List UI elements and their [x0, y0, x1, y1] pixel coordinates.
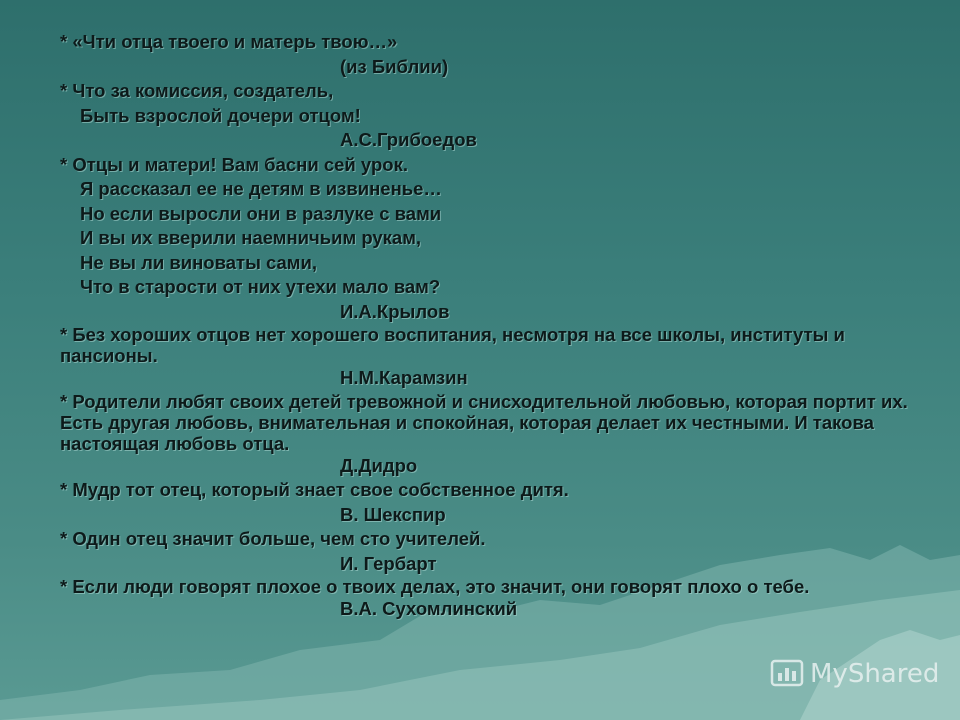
author-krylov: И.А.Крылов	[340, 300, 450, 322]
quote-griboedov-line-2: Быть взрослой дочери отцом!	[80, 104, 361, 126]
quote-karamzin: * Без хороших отцов нет хорошего воспитания, несмотря на все школы, институты и пансионы.	[60, 324, 845, 366]
quotes-slide	[60, 30, 910, 622]
quote-krylov-line-2: Я рассказал ее не детям в извиненье…	[80, 178, 442, 199]
quote-herbart: * Один отец значит больше, чем сто учителей.	[60, 528, 486, 549]
quote-diderot: * Родители любят своих детей тревожной и снисходительной любовью, которая портит их. Есть другая любовь, внимательная и спокойная, которая делает их честными. И такова настоящая любовь отца.	[60, 390, 908, 454]
author-shakespeare: В. Шекспир	[340, 503, 446, 525]
watermark-text: MyShared	[810, 659, 940, 689]
quote-sukhomlinsky: * Если люди говорят плохое о твоих делах, это значит, они говорят плохо о тебе.	[60, 576, 810, 597]
author-griboedov: А.С.Грибоедов	[340, 129, 477, 150]
author-diderot: Д.Дидро	[340, 454, 418, 476]
author-herbart: И. Гербарт	[340, 552, 437, 574]
quote-krylov-line-1: * Отцы и матери! Вам басни сей урок.	[60, 153, 408, 175]
quote-krylov-line-5: Не вы ли виноваты сами,	[80, 251, 318, 273]
author-bible: (из Библии)	[340, 55, 449, 77]
myshared-logo-icon	[770, 657, 804, 691]
author-sukhomlinsky: В.А. Сухомлинский	[340, 598, 518, 619]
quote-krylov-line-3: Но если выросли они в разлуке с вами	[80, 202, 442, 224]
quote-griboedov-line-1: * Что за комиссия, создатель,	[60, 80, 334, 101]
quote-krylov-line-4: И вы их вверили наемничьим рукам,	[80, 227, 422, 248]
quote-shakespeare: * Мудр тот отец, который знает свое собственное дитя.	[60, 479, 569, 500]
quote-krylov-line-6: Что в старости от них утехи мало вам?	[80, 276, 441, 297]
author-karamzin: Н.М.Карамзин	[340, 367, 468, 388]
quote-bible: * «Чти отца твоего и матерь твою…»	[60, 31, 398, 52]
myshared-watermark[interactable]	[770, 654, 939, 694]
